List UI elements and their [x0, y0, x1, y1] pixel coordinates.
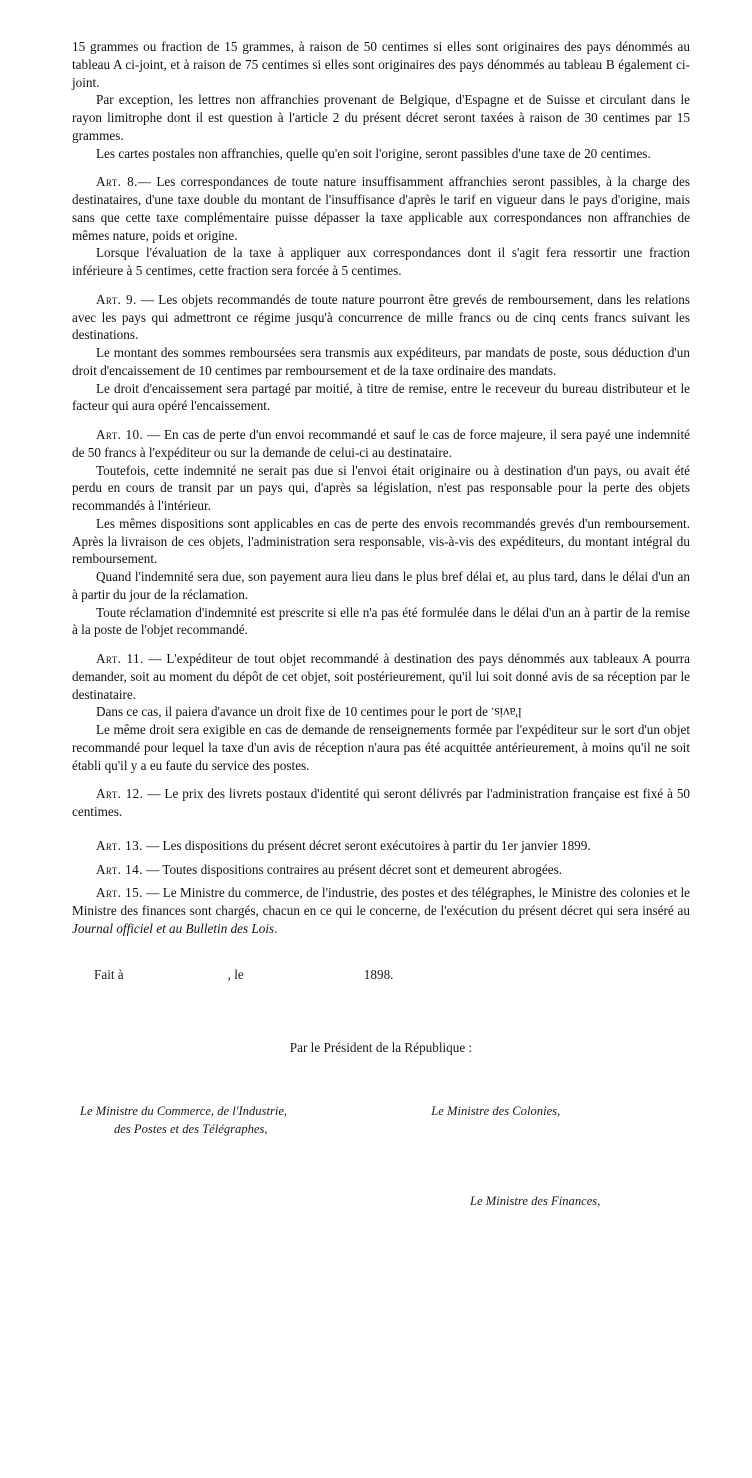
- article-11-paragraph-1: [72, 650, 690, 703]
- article-15-text: Le Ministre du commerce, de l'industrie, des postes et des télégraphes, le Ministre des colonies et le Ministre des finances sont chargés, chacun en ce qui le concerne, de l'exécution du présent décret qui sera inséré au: [72, 885, 691, 918]
- spacer: [72, 938, 690, 954]
- article-11-dash: —: [148, 651, 162, 666]
- article-15-dash: —: [146, 885, 160, 901]
- spacer: [72, 1069, 690, 1091]
- article-13-text: Les dispositions du présent décret seront exécutoires à partir du 1er janvier 1899.: [162, 837, 591, 853]
- paragraph-exception: Par exception, les lettres non affranchies provenant de Belgique, d'Espagne et de Suisse et circulant dans le rayon limitrophe dont il est question à l'article 2 du présent décret seront taxées à raison de 30 centimes par 15 grammes.: [72, 92, 690, 143]
- signature-commerce: [72, 1102, 361, 1139]
- article-8-paragraph-1: [72, 173, 690, 244]
- rotated-avis-text: l'avis.: [491, 705, 522, 720]
- signature-row: [72, 1102, 690, 1139]
- article-10-dash: —: [147, 427, 161, 442]
- article-10-text: En cas de perte d'un envoi recommandé et sauf le cas de force majeure, il sera payé une indemnité de 50 francs à l'expéditeur ou sur la demande de celui-ci au destinataire.: [72, 427, 691, 460]
- article-15-period: .: [274, 920, 278, 936]
- article-10-label: Art. 10.: [96, 427, 144, 442]
- article-13-paragraph-1: [72, 837, 690, 855]
- article-9-label: Art. 9.: [96, 291, 137, 307]
- article-9-paragraph-2: Le montant des sommes remboursées sera transmis aux expéditeurs, par mandats de poste, sous déduction d'un droit d'encaissement de 10 centimes par remboursement et de la taxe ordinaire des mandats.: [72, 345, 690, 378]
- article-14-label: Art. 14.: [96, 861, 143, 877]
- article-12-label: Art. 12.: [96, 786, 144, 802]
- fait-label: Fait à: [94, 966, 124, 982]
- article-15-label: Art. 15.: [96, 885, 143, 901]
- article-14-text: Toutes dispositions contraires au présent décret sont et demeurent abrogées.: [162, 861, 563, 877]
- spacer: [72, 162, 690, 173]
- article-9-dash: —: [140, 291, 155, 307]
- spacer: [72, 1139, 690, 1161]
- president-line: Par le Président de la République :: [289, 1039, 473, 1055]
- spacer: [72, 774, 690, 785]
- signature-commerce-line1: Le Ministre du Commerce, de l'Industrie,: [80, 1104, 288, 1119]
- article-10-paragraph-1: [72, 426, 690, 462]
- article-14-paragraph-1: [72, 861, 690, 879]
- article-8-paragraph-2: Lorsque l'évaluation de la taxe à appliquer aux correspondances dont il s'agit fera ressortir une fraction inférieure à 5 centimes, cette fraction sera forcée à 5 centimes.: [72, 245, 690, 278]
- article-9-paragraph-3: Le droit d'encaissement sera partagé par moitié, à titre de remise, entre le receveur du bureau distributeur et le facteur qui aura opéré l'encaissement.: [72, 380, 690, 414]
- article-9-paragraph-1: [72, 291, 690, 344]
- article-15-paragraph-1: [72, 884, 690, 937]
- signature-finances: Le Ministre des Finances,: [470, 1193, 601, 1208]
- spacer: [72, 1018, 690, 1040]
- article-13-label: Art. 13.: [96, 837, 143, 853]
- article-8-text: Les correspondances de toute nature insuffisamment affranchies seront passibles, à la charge des destinataires, d'une taxe double du montant de l'insuffisance d'après le tarif en vigueur dans le pays d'origine, mais sans que cette taxe complémentaire puisse dépasser la taxe applicable aux correspondances non affranchies de mêmes nature, poids et origine.: [72, 174, 690, 243]
- signature-colonies: Le Ministre des Colonies,: [431, 1104, 561, 1119]
- article-12-text: Le prix des livrets postaux d'identité qui seront délivrés par l'administration française est fixé à 50 centimes.: [72, 786, 691, 819]
- article-10-paragraph-5: Toute réclamation d'indemnité est prescrite si elle n'a pas été formulée dans le délai d'un an à partir de la remise à la poste de l'objet recommandé.: [72, 604, 690, 638]
- paragraph-cartes-postales: Les cartes postales non affranchies, quelle qu'en soit l'origine, seront passibles d'une taxe de 20 centimes.: [96, 145, 651, 161]
- article-10-paragraph-4: Quand l'indemnité sera due, son payement aura lieu dans le plus bref délai et, au plus tard, dans le délai d'un an à partir du jour de la réclamation.: [72, 569, 690, 602]
- article-8-label: Art. 8.: [96, 174, 138, 190]
- article-12-paragraph-1: [72, 785, 690, 821]
- fait-year: 1898.: [363, 966, 394, 982]
- spacer: [72, 280, 690, 291]
- fait-line: [94, 967, 690, 983]
- paragraph-opening: 15 grammes ou fraction de 15 grammes, à raison de 50 centimes si elles sont originaires des pays dénommés au tableau A ci-joint, et à raison de 75 centimes si elles sont originaires des pays dénommés au tableau B également ci-joint.: [72, 39, 690, 90]
- spacer: [72, 1091, 690, 1102]
- article-13-dash: —: [146, 837, 160, 853]
- article-10-paragraph-2: Toutefois, cette indemnité ne serait pas due si l'envoi était originaire ou à destination d'un pays, ou avait été perdu en cours de transit par un pays qui, d'après sa législation, n'est pas responsable pour la perte des objets recommandés à l'intérieur.: [72, 462, 690, 513]
- article-14-dash: —: [146, 861, 160, 877]
- article-12-dash: —: [147, 786, 161, 802]
- article-11-text: L'expéditeur de tout objet recommandé à destination des pays dénommés aux tableaux A pourra demander, soit au moment du dépôt de cet objet, soit postérieurement, qu'il lui soit donné avis de sa réception par le destinataire.: [72, 651, 690, 702]
- article-11-paragraph-2-text: Dans ce cas, il paiera d'avance un droit fixe de 10 centimes pour le port de: [96, 704, 492, 720]
- article-11-label: Art. 11.: [96, 651, 144, 666]
- spacer: [72, 821, 690, 837]
- article-9-text: Les objets recommandés de toute nature pourront être grevés de remboursement, dans les relations avec les pays qui admettront ce régime jusqu'à concurrence de mille francs ou de cinq cents francs suivant les destinations.: [72, 291, 690, 343]
- spacer: [72, 415, 690, 426]
- le-label: , le: [227, 966, 244, 982]
- spacer: [72, 1161, 690, 1183]
- spacer: [72, 1183, 690, 1194]
- journal-officiel-italic: Journal officiel et au Bulletin des Lois: [72, 920, 275, 936]
- signature-commerce-line2: des Postes et des Télégraphes,: [114, 1122, 268, 1137]
- spacer: [72, 639, 690, 650]
- article-11-paragraph-3: Le même droit sera exigible en cas de demande de renseignements formée par l'expéditeur sur le sort d'un objet recommandé pour lequel la taxe d'un avis de réception n'aura pas été acquittée antérieurement, à moins qu'il ne soit établi qu'il y a eu faute du service des postes.: [72, 722, 690, 773]
- article-11-paragraph-2: [72, 703, 690, 721]
- spacer: [72, 996, 690, 1018]
- article-10-paragraph-3: Les mêmes dispositions sont applicables en cas de perte des envois recommandés grevés d'un remboursement. Après la livraison de ces objets, l'administration sera responsable, vis-à-vis des expéditeurs, du montant intégral du remboursement.: [72, 515, 690, 567]
- article-8-dash: —: [137, 174, 151, 190]
